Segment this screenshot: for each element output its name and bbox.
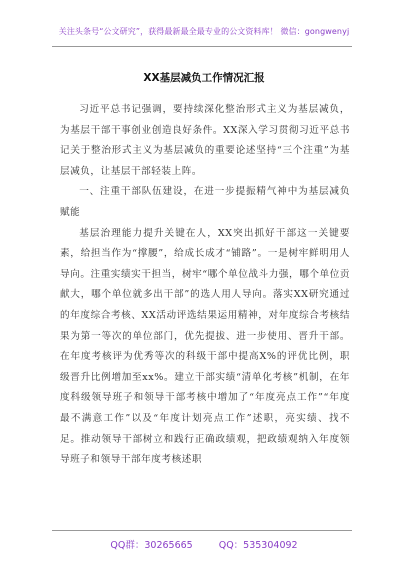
page-footer <box>0 537 408 551</box>
paragraph-intro: 习近平总书记强调，要持续深化整治形式主义为基层减负，为基层干部干事创业创造良好条件。XX深入学习贯彻习近平总书记关于整治形式主义为基层减负的重要论述坚持“三个注重”为基层减负，让基层干部轻装上阵。 <box>60 104 350 177</box>
header-divider <box>52 46 352 47</box>
paragraph-section-1: 基层治理能力提升关键在人，XX突出抓好干部这一关键要素，给担当作为“撑腰”，给成长成才“铺路”。一是树牢鲜明用人导向。注重实绩实干担当，树牢“哪个单位战斗力强，哪个单位贡献大，哪个单位就多出干部”的选人用人导向。落实XX研究通过的年度综合考核、XX活动评选结果运用精神，对年度综合考核结果为第一等次的单位部门，优先提拔、进一步使用、晋升干部。在年度考核评为优秀等次的科级干部中提高X%的评优比例，职级晋升比例增加至xx%。建立干部实绩“清单化考核”机制，在年度科级领导班子和领导干部考核中增加了“年度亮点工作”“年度最不满意工作”以及“年度计划亮点工作”述职，亮实绩、找不足。推动领导干部树立和践行正确政绩观，把政绩观纳入年度领导班子和领导干部年度考核述职 <box>60 227 350 466</box>
section-heading-1: 一、注重干部队伍建设，在进一步提振精气神中为基层减负赋能 <box>60 186 350 218</box>
document-title: XX基层减负工作情况汇报 <box>143 72 265 84</box>
footer-qq-group: QQ群：30265665 <box>110 540 193 551</box>
page-header-notice: 关注头条号“公文研究”，获得最新最全最专业的公文资料库！ 微信：gongwenyj <box>58 27 350 36</box>
footer-qq-contact: QQ：535304092 <box>218 540 298 551</box>
footer-divider <box>52 530 352 531</box>
document-body <box>60 100 350 471</box>
